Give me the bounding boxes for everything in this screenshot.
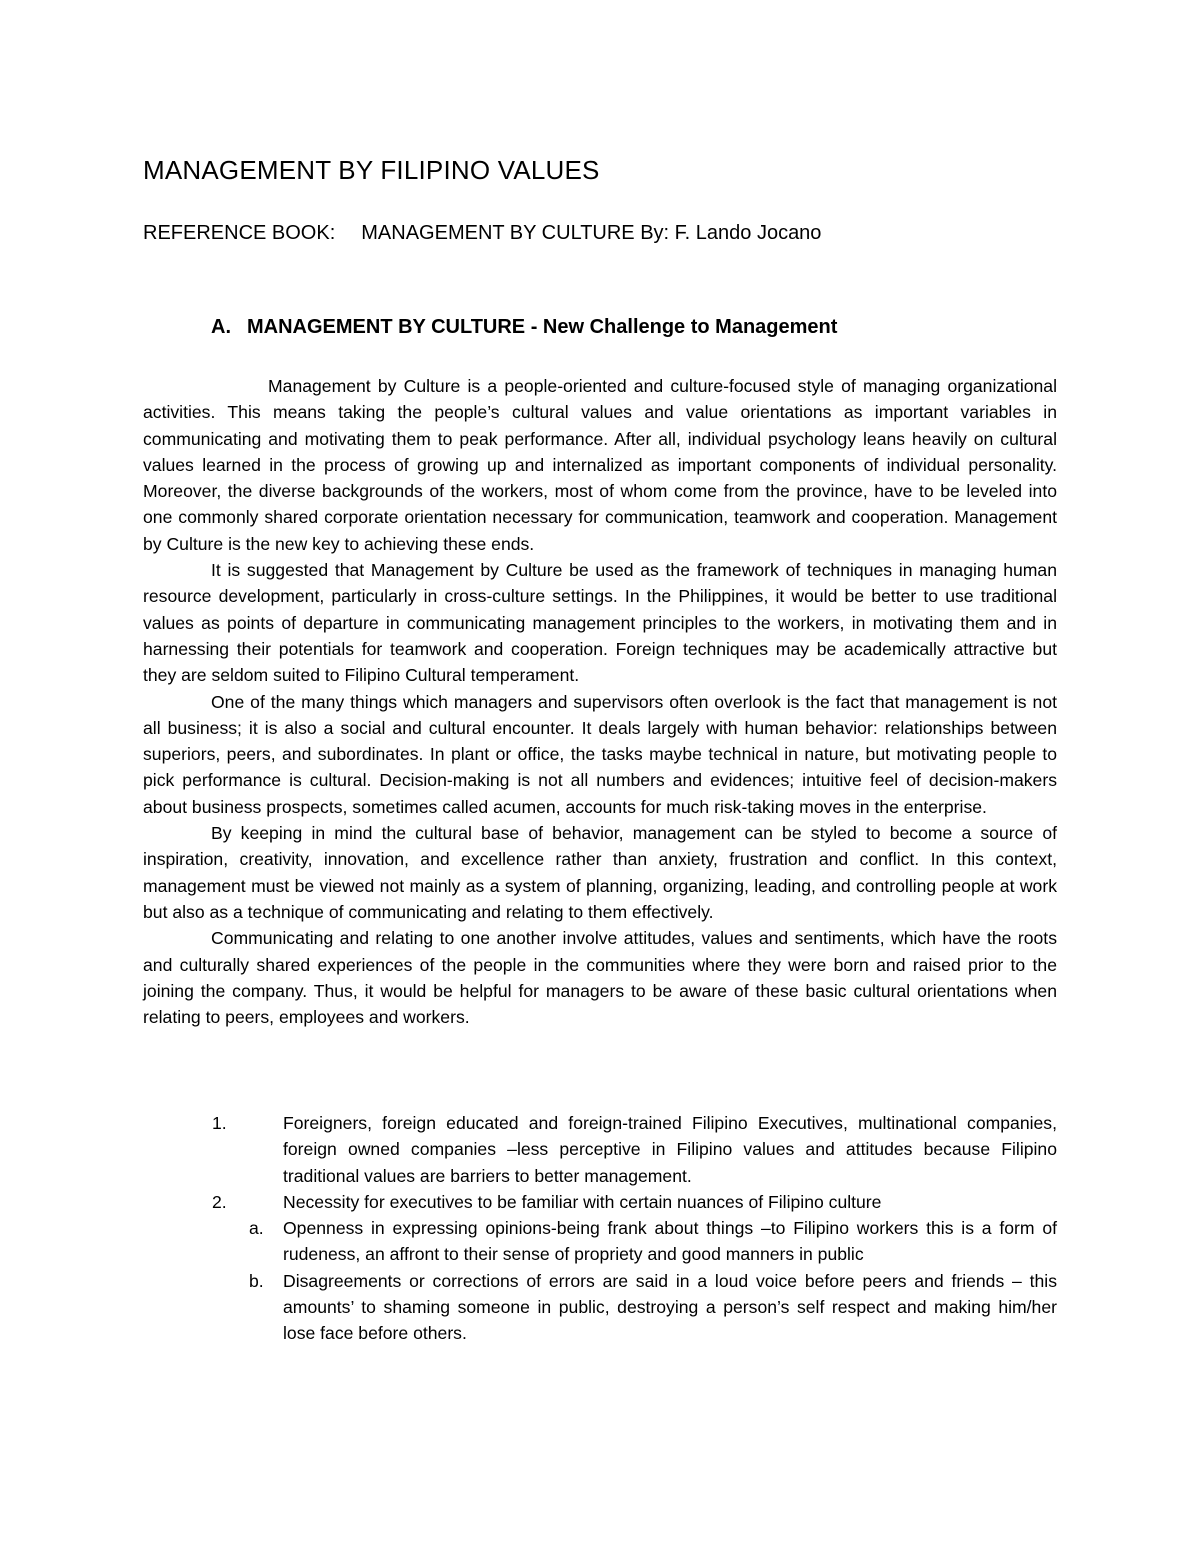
reference-label: REFERENCE BOOK: [143,222,336,244]
paragraph: Communicating and relating to one another involve attitudes, values and sentiments, which have the roots and culturally shared experiences of the people in the communities where they were born and raised prior to the joining the company. Thus, it would be helpful for managers to be aware of these basic cultural orientations when relating to peers, employees and workers. [143,928,1057,1028]
list-item [143,1189,1057,1347]
list-item-text: Necessity for executives to be familiar with certain nuances of Filipino culture [283,1191,882,1212]
paragraph: It is suggested that Management by Culture be used as the framework of techniques in managing human resource development, particularly in cross-culture settings. In the Philippines, it would be better to use traditional values as points of departure in communicating management principles to the workers, in motivating them and in harnessing their potentials for teamwork and cooperation. Foreign techniques may be academically attractive but they are seldom suited to Filipino Cultural temperament. [143,560,1057,686]
document-title: MANAGEMENT BY FILIPINO VALUES [143,155,600,185]
sub-list-item-text: Openness in expressing opinions-being frank about things –to Filipino workers this is a form of rudeness, an affront to their sense of propriety and good manners in public [283,1218,1057,1265]
section-heading [211,316,837,339]
sub-list [249,1215,1057,1346]
sub-list-item [249,1215,1057,1268]
list-item-text: Foreigners, foreign educated and foreign-trained Filipino Executives, multinational companies, foreign owned companies –less perceptive in Filipino values and attitudes because Filipino traditional values are barriers to better management. [283,1113,1057,1186]
sub-list-item-text: Disagreements or corrections of errors are said in a loud voice before peers and friends – this amounts’ to shaming someone in public, destroying a person’s self respect and making him/her lose face before others. [283,1270,1057,1344]
section-heading-text: MANAGEMENT BY CULTURE - New Challenge to Management [247,316,838,338]
sub-list-item [249,1268,1057,1347]
list-item [143,1110,1057,1189]
body-text [143,373,1057,1030]
reference-line [143,222,821,245]
sub-list-letter: a. [249,1218,264,1239]
section-letter: A. [211,316,231,338]
sub-list-letter: b. [249,1270,264,1291]
paragraph: One of the many things which managers and supervisors often overlook is the fact that management is not all business; it is also a social and cultural encounter. It deals largely with human behavior: relationships between superiors, peers, and subordinates. In plant or office, the tasks maybe technical in nature, but motivating people to pick performance is cultural. Decision-making is not all numbers and evidences; intuitive feel of decision-makers about business prospects, sometimes called acumen, accounts for much risk-taking moves in the enterprise. [143,691,1057,817]
list-number: 2. [212,1191,227,1212]
paragraph: Management by Culture is a people-oriented and culture-focused style of managing organizational activities. This means taking the people’s cultural values and value orientations as important variables in communicating and motivating them to peak performance. After all, individual psychology leans heavily on cultural values learned in the process of growing up and internalized as important components of individual personality. Moreover, the diverse backgrounds of the workers, most of whom come from the province, have to be leveled into one commonly shared corporate orientation necessary for communication, teamwork and cooperation. Management by Culture is the new key to achieving these ends. [143,376,1057,554]
paragraph: By keeping in mind the cultural base of behavior, management can be styled to become a source of inspiration, creativity, innovation, and excellence rather than anxiety, frustration and conflict. In this context, management must be viewed not mainly as a system of planning, organizing, leading, and controlling people at work but also as a technique of communicating and relating to them effectively. [143,823,1057,922]
reference-text: MANAGEMENT BY CULTURE By: F. Lando Jocano [361,222,822,244]
list-number: 1. [212,1113,227,1133]
numbered-list [143,1110,1057,1347]
